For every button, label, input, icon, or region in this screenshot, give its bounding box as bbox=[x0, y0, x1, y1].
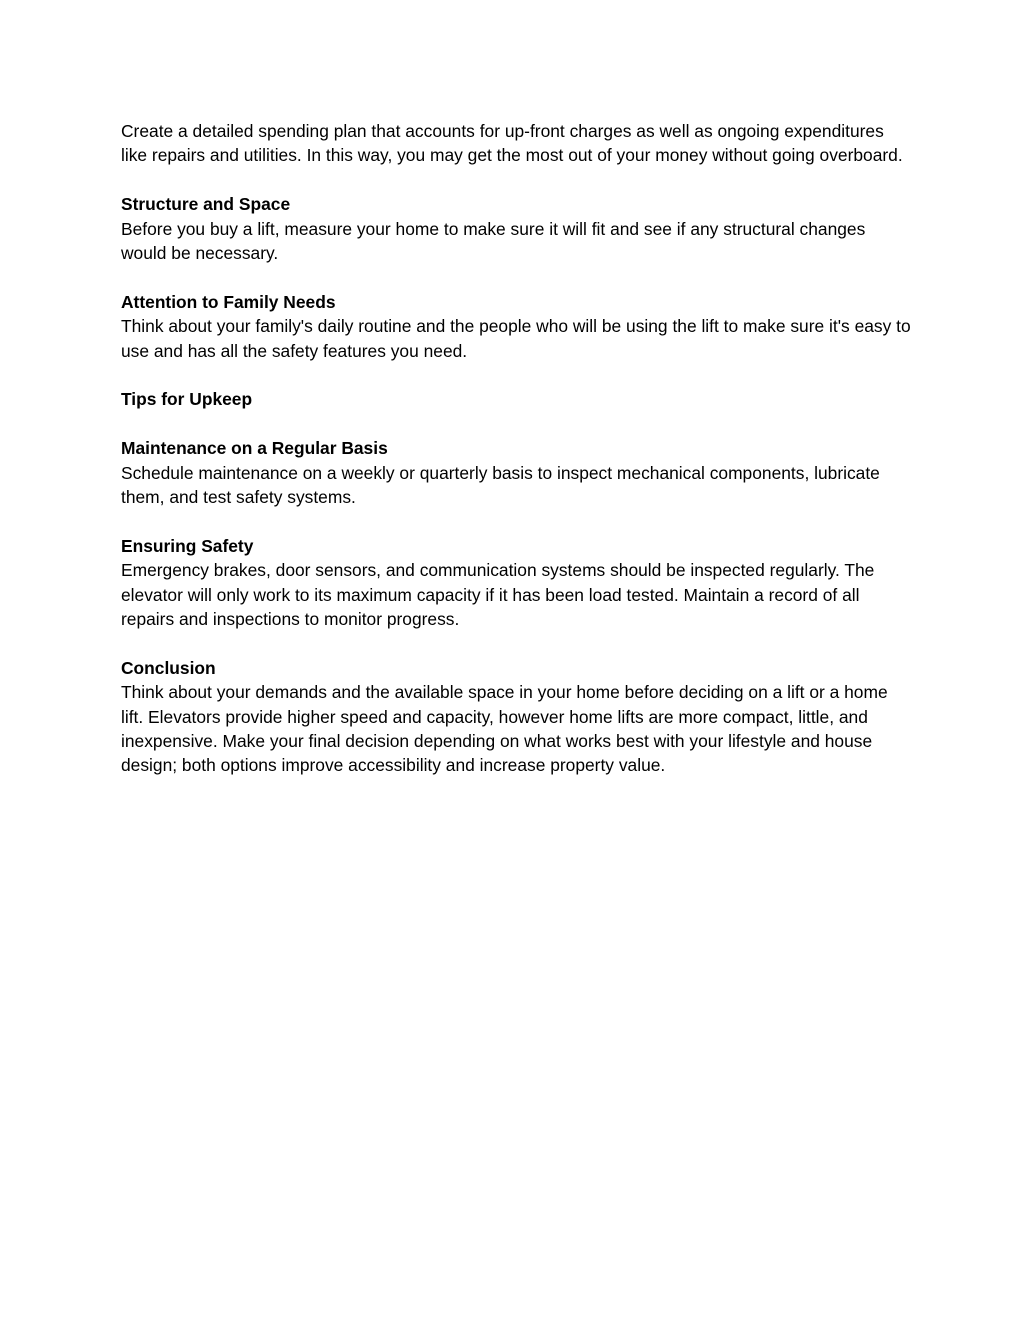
section-heading-upkeep-tips: Tips for Upkeep bbox=[121, 389, 253, 410]
section-heading-structure: Structure and Space bbox=[121, 194, 291, 215]
intro-paragraph: Create a detailed spending plan that accounts for up-front charges as well as ongoing expenditures like repairs and utilities. In this way, you may get the most out of your money without going overboard. bbox=[121, 121, 903, 166]
section-heading-safety: Ensuring Safety bbox=[121, 535, 254, 556]
section-body-conclusion: Think about your demands and the available space in your home before deciding on a lift or a home lift. Elevators provide higher speed and capacity, however home lifts are more compact, little, and inexpensive. Make your final decision depending on what works best with your lifestyle and house design; both options improve accessibility and increase property value. bbox=[121, 682, 888, 776]
paragraph-gap bbox=[121, 631, 911, 655]
paragraph-gap bbox=[121, 412, 911, 436]
section-body-safety: Emergency brakes, door sensors, and communication systems should be inspected regularly. The elevator will only work to its maximum capacity if it has been load tested. Maintain a record of all repairs and inspections to monitor progress. bbox=[121, 560, 875, 630]
document-page bbox=[121, 119, 911, 778]
section-body-maintenance: Schedule maintenance on a weekly or quarterly basis to inspect mechanical components, lubricate them, and test safety systems. bbox=[121, 462, 880, 508]
section-heading-conclusion: Conclusion bbox=[121, 657, 216, 678]
section-heading-maintenance: Maintenance on a Regular Basis bbox=[121, 438, 388, 459]
section-body-structure: Before you buy a lift, measure your home to make sure it will fit and see if any structural changes would be necessary. bbox=[121, 218, 866, 264]
paragraph-gap bbox=[121, 363, 911, 387]
section-body-family-needs: Think about your family's daily routine and the people who will be using the lift to make sure it's easy to use and has all the safety features you need. bbox=[121, 316, 911, 361]
paragraph-gap bbox=[121, 509, 911, 533]
section-heading-family-needs: Attention to Family Needs bbox=[121, 291, 336, 312]
paragraph-gap bbox=[121, 168, 911, 192]
paragraph-gap bbox=[121, 265, 911, 289]
